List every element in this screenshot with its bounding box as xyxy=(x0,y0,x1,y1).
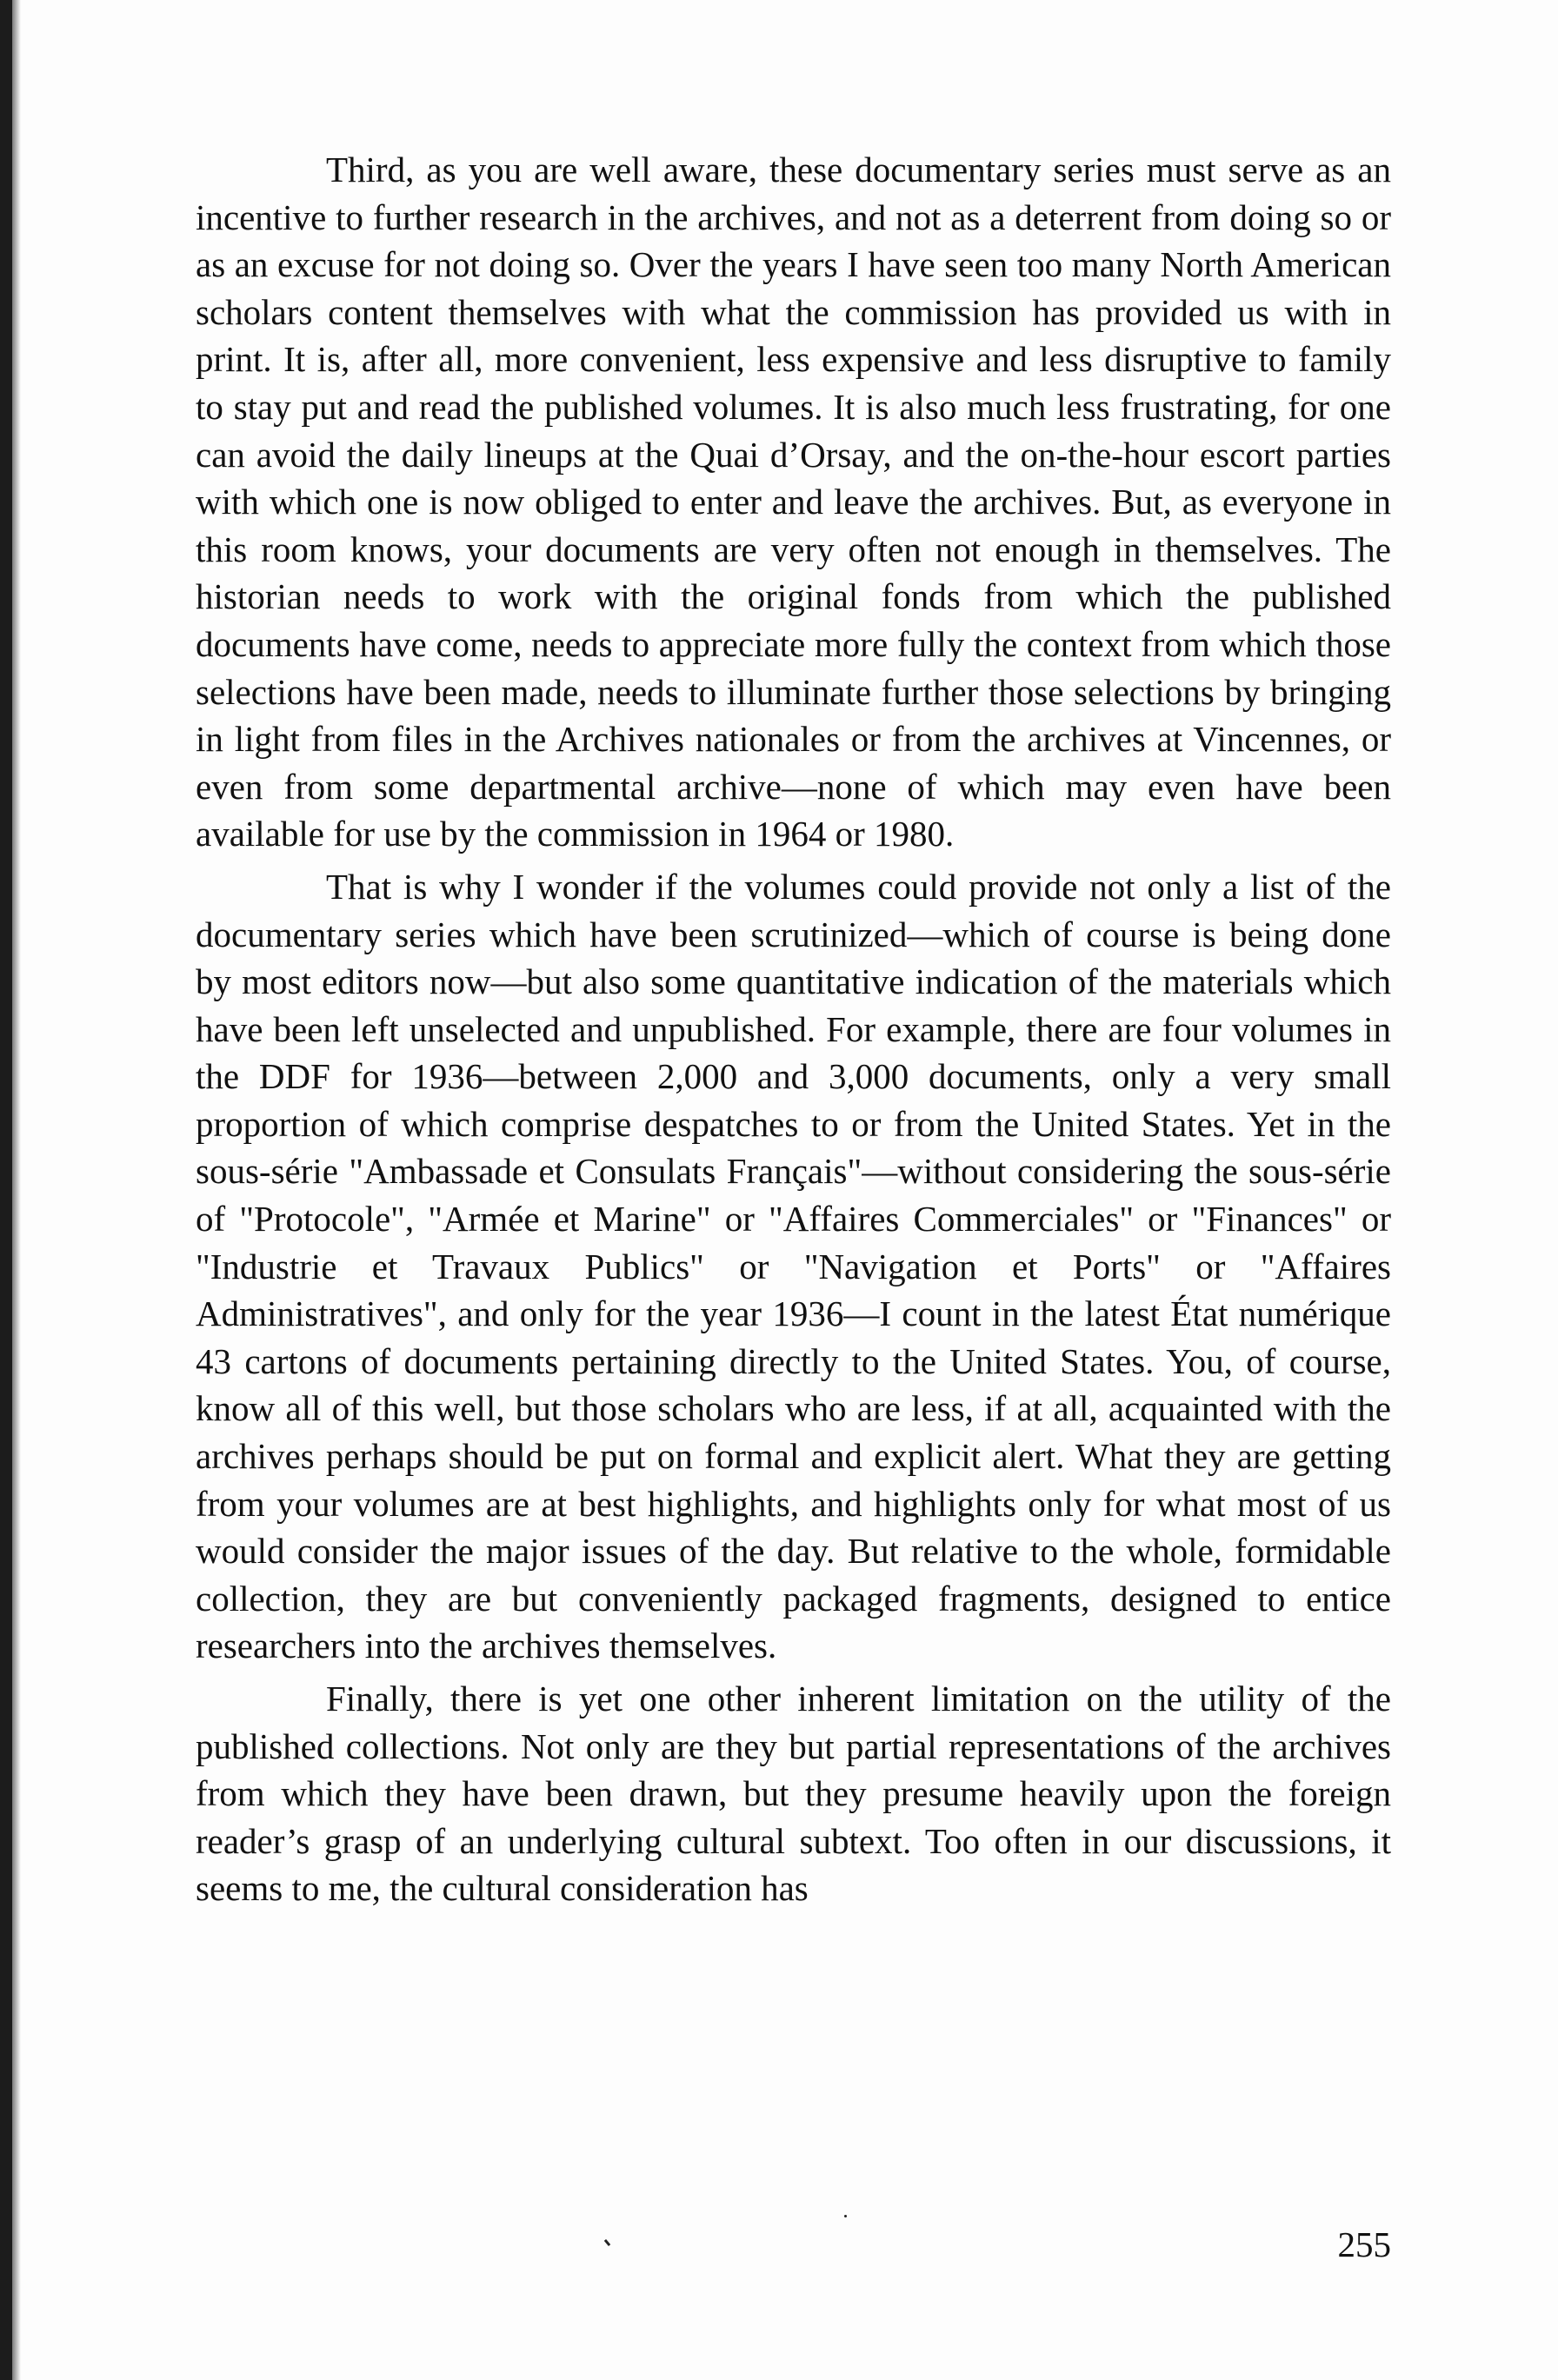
body-text xyxy=(196,146,1391,1912)
page-binding-edge xyxy=(0,0,12,2380)
scan-speck xyxy=(844,2215,847,2217)
scan-speck xyxy=(604,2239,610,2246)
page-number: 255 xyxy=(1337,2224,1391,2264)
page-binding-shadow xyxy=(12,0,21,2380)
paragraph-3: Finally, there is yet one other inherent limitation on the utility of the published collections. Not only are they but partial representations of the archives from which they have been drawn, but they presume heavily upon the foreign reader’s grasp of an underlying cultural subtext. Too often in our discussions, it seems to me, the cultural consideration has xyxy=(196,1679,1391,1909)
paragraph-1: Third, as you are well aware, these documentary series must serve as an incentive to further research in the archives, and not as a deterrent from doing so or as an excuse for not doing so. Over the years I have seen too many North American scholars content themselves with what the commission has provided us with in print. It is, after all, more convenient, less expensive and less disruptive to family to stay put and read the published volumes. It is also much less frustrating, for one can avoid the daily lineups at the Quai d’Orsay, and the on-the-hour escort parties with which one is now obliged to enter and leave the archives. But, as everyone in this room knows, your documents are very often not enough in themselves. The historian needs to work with the original fonds from which the published documents have come, needs to appreciate more fully the context from which those selections have been made, needs to illuminate further those selections by bringing in light from files in the Archives nationales or from the archives at Vincennes, or even from some departmental archive—none of which may even have been available for use by the commission in 1964 or 1980. xyxy=(196,150,1391,854)
paragraph-2: That is why I wonder if the volumes could provide not only a list of the documentary series which have been scrutinized—which of course is being done by most editors now—but also some quantitative indication of the materials which have been left unselected and unpublished. For example, there are four volumes in the DDF for 1936—between 2,000 and 3,000 documents, only a very small proportion of which comprise despatches to or from the United States. Yet in the sous-série "Ambassade et Consulats Français"—without considering the sous-série of "Protocole", "Armée et Marine" or "Affaires Commerciales" or "Finances" or "Industrie et Travaux Publics" or "Navigation et Ports" or "Affaires Administratives", and only for the year 1936—I count in the latest État numérique 43 cartons of documents pertaining directly to the United States. You, of course, know all of this well, but those scholars who are less, if at all, acquainted with the archives perhaps should be put on formal and explicit alert. What they are getting from your volumes are at best highlights, and highlights only for what most of us would consider the major issues of the day. But relative to the whole, formidable collection, they are but conveniently packaged fragments, designed to entice researchers into the archives themselves. xyxy=(196,866,1391,1666)
